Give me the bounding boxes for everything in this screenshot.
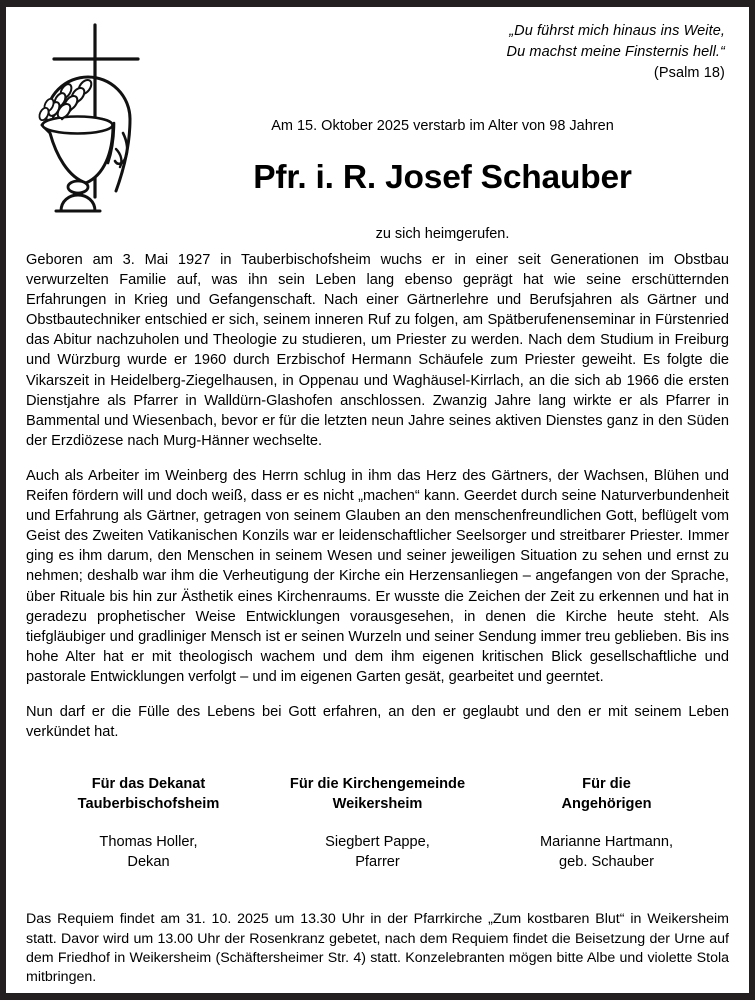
verse-source: (Psalm 18)	[653, 65, 725, 81]
signature-title-line-1: Für das Dekanat	[91, 776, 206, 793]
verse-line-1: „Du führst mich hinaus ins Weite,	[509, 23, 725, 39]
verse-line-2: Du machst meine Finsternis hell.“	[506, 44, 725, 60]
signature-title-line-2: Angehörigen	[561, 795, 652, 812]
bible-verse	[507, 21, 725, 84]
signature-title	[263, 775, 492, 814]
signature-block	[24, 775, 731, 872]
biography-paragraph: Auch als Arbeiter im Weinberg des Herrn schlug in ihm das Herz des Gärtners, der Wachsen, Blühen und Reifen fördern will und doch weiß, dass er es nicht „machen“ kann. Geerdet durch seine Naturverbundenheit und Erfahrung als Gärtner, getragen von seinem Glauben an den menschenfreundlichen Gott, beflügelt vom Geist des Zweiten Vatikanischen Konzils war er leidenschaftlicher Seelsorger und streitbarer Priester. Immer ging es ihm darum, den Menschen in seinem Wesen und seiner jeweiligen Situation zu sehen und ernst zu nehmen; deshalb war ihm die Verheutigung der Kirche ein Herzensanliegen – angefangen von der Sprache, über Rituale bis hin zur Ästhetik eines Kirchenraums. Er wusste die Zeichen der Zeit zu erkennen und hat in geradezu prophetischer Weise Entwicklungen vorausgesehen, in denen die Kirche heute steht. Als tiefgläubiger und gradliniger Mensch ist er seinen Wurzeln und seiner Sendung immer treu geblieben. Bis ins hohe Alter hat er mit theologisch wachem und dem ihm eigenen kritischen Blick gesellschaftliche und pastorale Entwicklungen verfolgt – und im eigenen Garten gesät, gearbeitet und geerntet.	[26, 467, 729, 685]
biography-text	[24, 250, 731, 742]
signature-person-name: Marianne Hartmann,	[539, 834, 674, 851]
signature-person	[492, 833, 721, 872]
signature-column-angehoerige	[492, 775, 721, 872]
notice-inner	[6, 7, 749, 993]
signature-person-role: geb. Schauber	[559, 853, 654, 870]
signature-person-role: Pfarrer	[355, 853, 400, 870]
signature-title-line-1: Für die Kirchengemeinde	[289, 776, 466, 793]
biography-paragraph: Nun darf er die Fülle des Lebens bei Gott erfahren, an den er geglaubt und den er mit seinem Leben verkündet hat.	[26, 703, 729, 741]
signature-column-dekanat	[34, 775, 263, 872]
signature-title-line-2: Tauberbischofsheim	[77, 795, 220, 812]
funeral-details: Das Requiem findet am 31. 10. 2025 um 13.30 Uhr in der Pfarrkirche „Zum kostbaren Blut“ in Weikersheim statt. Davor wird um 13.00 Uhr der Rosenkranz gebetet, nach dem Requiem findet die Beisetzung der Urne auf dem Friedhof in Weikersheim (Schäftersheimer Str. 4) statt. Konzelebranten mögen bitte Albe und violette Stola mitbringen.	[26, 911, 729, 986]
signature-title	[34, 775, 263, 814]
deceased-name: Pfr. i. R. Josef Schauber	[253, 159, 632, 196]
signature-column-kirchengemeinde	[263, 775, 492, 872]
death-announcement-line: Am 15. Oktober 2025 verstarb im Alter von 98 Jahren	[271, 118, 614, 134]
signature-person	[263, 833, 492, 872]
called-home-line: zu sich heimgerufen.	[375, 226, 510, 242]
signature-title	[492, 775, 721, 814]
signature-person	[34, 833, 263, 872]
biography-paragraph: Geboren am 3. Mai 1927 in Tauberbischofsheim wuchs er in einer seit Generationen im Obstbau verwurzelten Familie auf, was ihn sein Leben lang ebenso geprägt hat wie seine erschütternden Erfahrungen in Krieg und Gefangenschaft. Nach einer Gärtnerlehre und Berufsjahren als Gärtner und Obstbautechniker entschied er sich, seinem inneren Ruf zu folgen, am Spätberufenenseminar in Fürstenried das Abitur nachzuholen und Theologie zu studieren, um Priester zu werden. Nach dem Studium in Freiburg und Würzburg wurde er 1960 durch Erzbischof Hermann Schäufele zum Priester geweiht. Es folgte die Vikarszeit in Heidelberg-Ziegelhausen, in Oppenau und Waghäusel-Kirrlach, an die sich ab 1966 die ersten Dienstjahre als Pfarrer in Walldürn-Glashofen anschlossen. Zwanzig Jahre lang wirkte er als Pfarrer in Bammental und Wiesenbach, bevor er für die letzten neun Jahre seines aktiven Dienstes ganz in den Süden der Erzdiözese nach Murg-Hänner wechselte.	[26, 252, 729, 449]
signature-title-line-2: Weikersheim	[332, 795, 423, 812]
signature-person-name: Siegbert Pappe,	[325, 834, 430, 851]
notice-header	[24, 7, 731, 242]
signature-person-role: Dekan	[127, 853, 170, 870]
signature-title-line-1: Für die	[582, 776, 631, 793]
signature-person-name: Thomas Holler,	[99, 834, 198, 851]
